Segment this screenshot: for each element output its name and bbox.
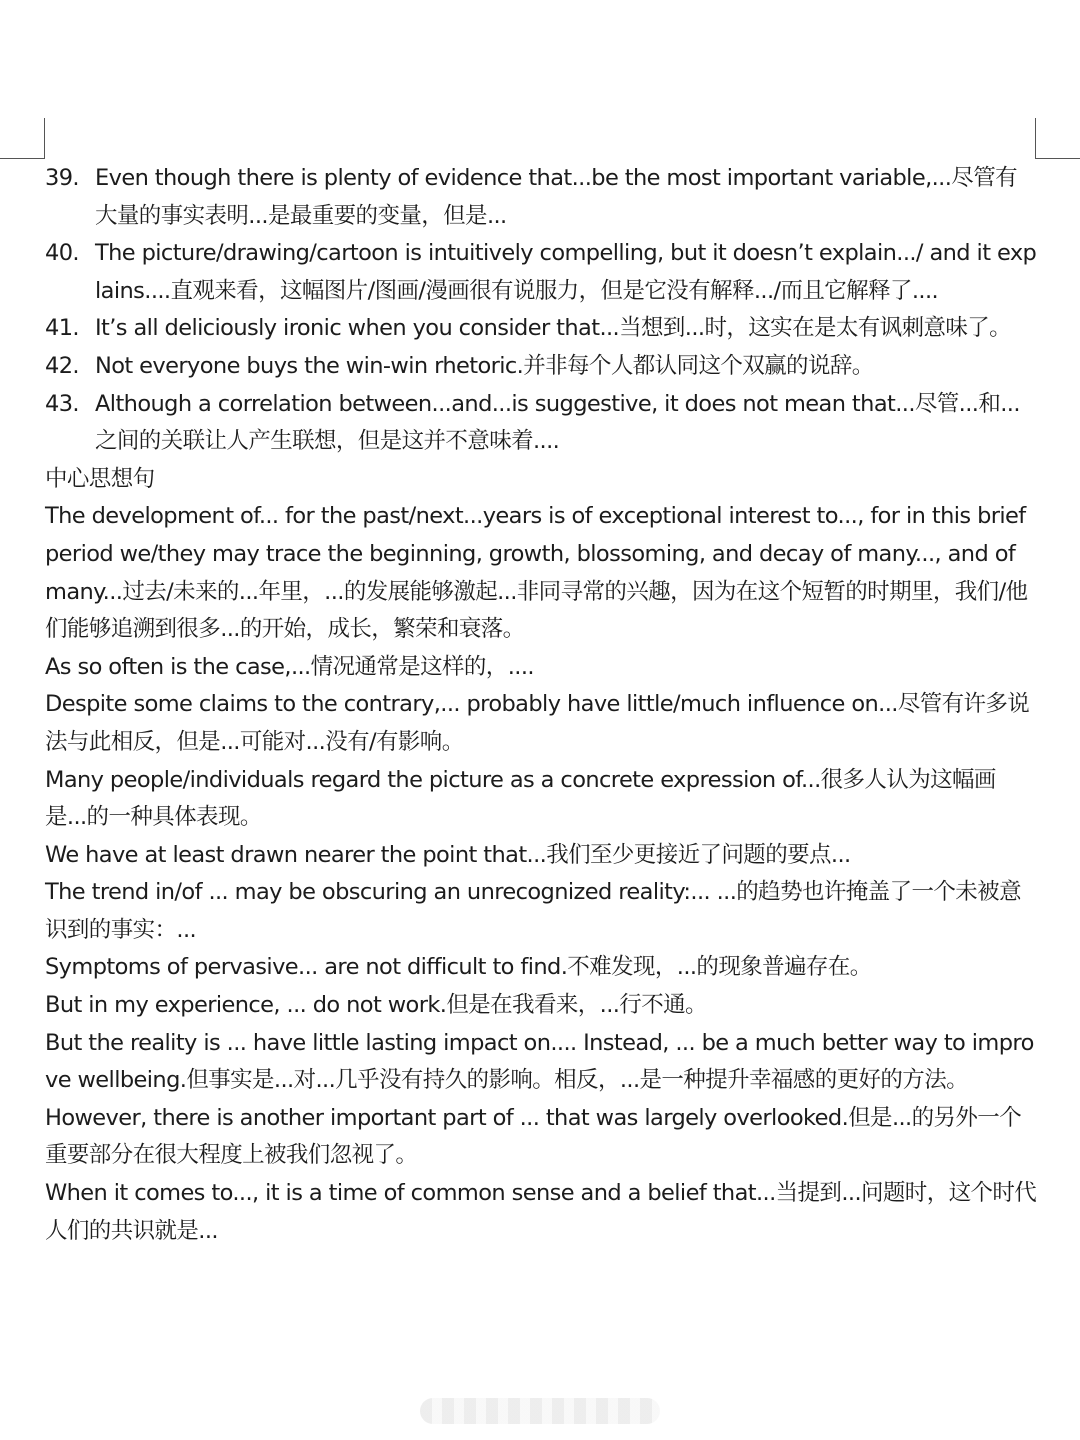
paragraph: We have at least drawn nearer the point that...我们至少更接近了问题的要点...: [45, 841, 851, 868]
paragraph: The trend in/of ... may be obscuring an unrecognized reality:... ...的趋势也许掩盖了一个未被意识到的事实：...: [45, 879, 1021, 943]
paragraph: But the reality is ... have little lasting impact on.... Instead, ... be a much better way to improve wellbeing.但事实是...对...几乎没有持久的影响。相反，...是一种提升幸福感的更好的方法。: [45, 1029, 1034, 1094]
paragraph: Despite some claims to the contrary,... probably have little/much influence on...尽管有许多说法与此相反，但是...可能对...没有/有影响。: [45, 691, 1030, 755]
item-number: 39.: [45, 165, 79, 191]
numbered-item-43: [45, 386, 1037, 461]
watermark: [420, 1398, 660, 1424]
item-text: Not everyone buys the win-win rhetoric.并非每个人都认同这个双赢的说辞。: [95, 352, 874, 379]
page-corner-mark-left: [0, 118, 45, 159]
page-corner-mark-right: [1035, 118, 1080, 159]
numbered-item-40: [45, 235, 1037, 310]
section-heading: 中心思想句: [45, 465, 155, 492]
item-text: It’s all deliciously ironic when you consider that...当想到...时，这实在是太有讽刺意味了。: [95, 315, 1012, 342]
numbered-item-42: [45, 348, 1037, 386]
paragraph: But in my experience, ... do not work.但是在我看来，...行不通。: [45, 992, 707, 1019]
item-number: 41.: [45, 315, 79, 342]
item-text: Although a correlation between...and...is suggestive, it does not mean that...尽管...和...之间的关联让人产生联想，但是这并不意味着....: [95, 390, 1020, 455]
paragraph: Symptoms of pervasive... are not difficult to find.不难发现，...的现象普遍存在。: [45, 954, 872, 981]
item-number: 42.: [45, 352, 79, 379]
paragraph: However, there is another important part of ... that was largely overlooked.但是...的另外一个重要部分在很大程度上被我们忽视了。: [45, 1104, 1022, 1169]
item-number: 43.: [45, 390, 79, 417]
paragraph: The development of... for the past/next...years is of exceptional interest to..., for in this brief period we/they may trace the beginning, growth, blossoming, and decay of many..., and of many...过去/未来的...年里，...的发展能够激起...非同寻常的兴趣，因为在这个短暂的时期里，我们/他们能够追溯到很多...的开始，成长，繁荣和衰落。: [45, 503, 1028, 643]
paragraph: When it comes to..., it is a time of common sense and a belief that...当提到...问题时，这个时代人们的共识就是...: [45, 1180, 1037, 1244]
item-text: The picture/drawing/cartoon is intuitively compelling, but it doesn’t explain.../ and it explains....直观来看，这幅图片/图画/漫画很有说服力，但是它没有解释.../而且它解释了....: [95, 240, 1037, 304]
paragraph: Many people/individuals regard the picture as a concrete expression of...很多人认为这幅画是...的一种具体表现。: [45, 766, 996, 831]
document-body: [45, 160, 1037, 1250]
numbered-item-41: [45, 310, 1037, 348]
item-number: 40.: [45, 240, 79, 267]
numbered-item-39: [45, 160, 1037, 235]
paragraph: As so often is the case,...情况通常是这样的，....: [45, 653, 534, 680]
item-text: Even though there is plenty of evidence that...be the most important variable,...尽管有大量的事实表明...是最重要的变量，但是...: [95, 165, 1017, 229]
